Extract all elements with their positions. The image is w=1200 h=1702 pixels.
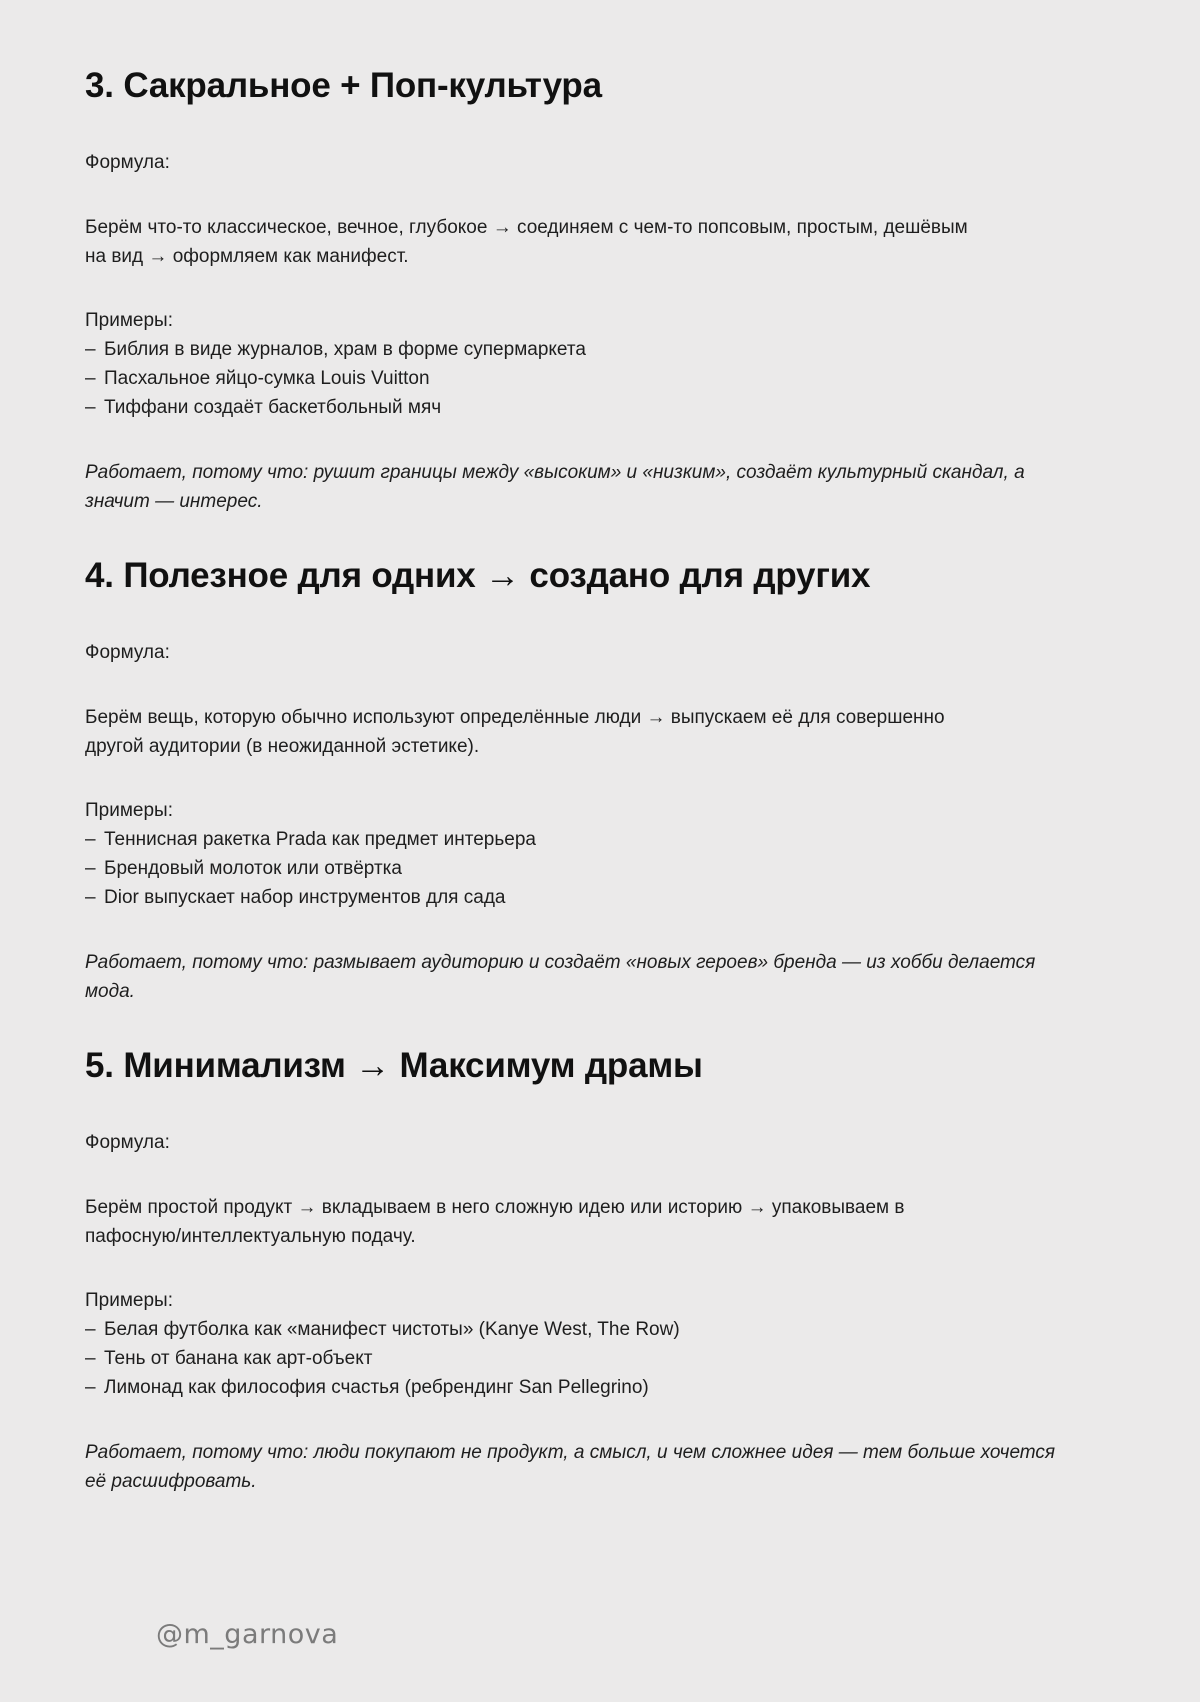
list-dash: –	[85, 397, 96, 418]
section-heading: 3. Сакральное + Поп-культура	[85, 66, 602, 105]
works-line: мода.	[85, 981, 135, 1002]
formula-line: пафосную/интеллектуальную подачу.	[85, 1226, 416, 1247]
list-item-text: Тиффани создаёт баскетбольный мяч	[104, 397, 442, 418]
examples-list	[85, 825, 536, 912]
formula-line: на вид → оформляем как манифест.	[85, 246, 409, 267]
list-item-text: Брендовый молоток или отвёртка	[104, 858, 402, 879]
list-dash: –	[85, 858, 96, 879]
list-item-text: Библия в виде журналов, храм в форме супермаркета	[104, 339, 586, 360]
examples-list	[85, 1315, 680, 1402]
formula-line: Берём вещь, которую обычно используют определённые люди → выпускаем её для совершенно	[85, 707, 945, 728]
examples-label: Примеры:	[85, 800, 173, 821]
section-heading: 5. Минимализм → Максимум драмы	[85, 1046, 703, 1085]
works-line: значит — интерес.	[85, 491, 263, 512]
list-item-text: Пасхальное яйцо-сумка Louis Vuitton	[104, 368, 430, 389]
formula-label: Формула:	[85, 1132, 170, 1153]
list-dash: –	[85, 1319, 96, 1340]
list-dash: –	[85, 829, 96, 850]
works-line: Работает, потому что: люди покупают не продукт, а смысл, и чем сложнее идея — тем больше хочется	[85, 1442, 1056, 1463]
list-item	[85, 883, 536, 912]
list-item	[85, 1373, 680, 1402]
examples-label: Примеры:	[85, 310, 173, 331]
works-because-text	[85, 948, 1095, 1006]
works-line: Работает, потому что: размывает аудиторию и создаёт «новых героев» бренда — из хобби делается	[85, 952, 1036, 973]
list-item	[85, 1344, 680, 1373]
formula-text	[85, 703, 1095, 761]
formula-label: Формула:	[85, 152, 170, 173]
formula-line: Берём что-то классическое, вечное, глубокое → соединяем с чем-то попсовым, простым, дешёвым	[85, 217, 968, 238]
works-because-text	[85, 458, 1095, 516]
list-item-text: Тень от банана как арт-объект	[104, 1348, 373, 1369]
list-item	[85, 393, 586, 422]
section-heading: 4. Полезное для одних → создано для других	[85, 556, 871, 595]
list-dash: –	[85, 887, 96, 908]
examples-list	[85, 335, 586, 422]
list-item-text: Лимонад как философия счастья (ребрендинг San Pellegrino)	[104, 1377, 649, 1398]
list-item	[85, 825, 536, 854]
works-line: Работает, потому что: рушит границы между «высоким» и «низким», создаёт культурный скандал, а	[85, 462, 1025, 483]
list-item	[85, 1315, 680, 1344]
formula-label: Формула:	[85, 642, 170, 663]
formula-text	[85, 213, 1095, 271]
list-item-text: Теннисная ракетка Prada как предмет интерьера	[104, 829, 536, 850]
formula-line: другой аудитории (в неожиданной эстетике).	[85, 736, 480, 757]
author-handle: @m_garnova	[156, 1619, 339, 1650]
list-item-text: Белая футболка как «манифест чистоты» (Kanye West, The Row)	[104, 1319, 680, 1340]
works-because-text	[85, 1438, 1095, 1496]
examples-label: Примеры:	[85, 1290, 173, 1311]
formula-text	[85, 1193, 1095, 1251]
formula-line: Берём простой продукт → вкладываем в него сложную идею или историю → упаковываем в	[85, 1197, 905, 1218]
list-dash: –	[85, 1348, 96, 1369]
list-dash: –	[85, 1377, 96, 1398]
list-dash: –	[85, 339, 96, 360]
list-item	[85, 364, 586, 393]
list-dash: –	[85, 368, 96, 389]
list-item	[85, 854, 536, 883]
list-item-text: Dior выпускает набор инструментов для сада	[104, 887, 506, 908]
works-line: её расшифровать.	[85, 1471, 257, 1492]
list-item	[85, 335, 586, 364]
